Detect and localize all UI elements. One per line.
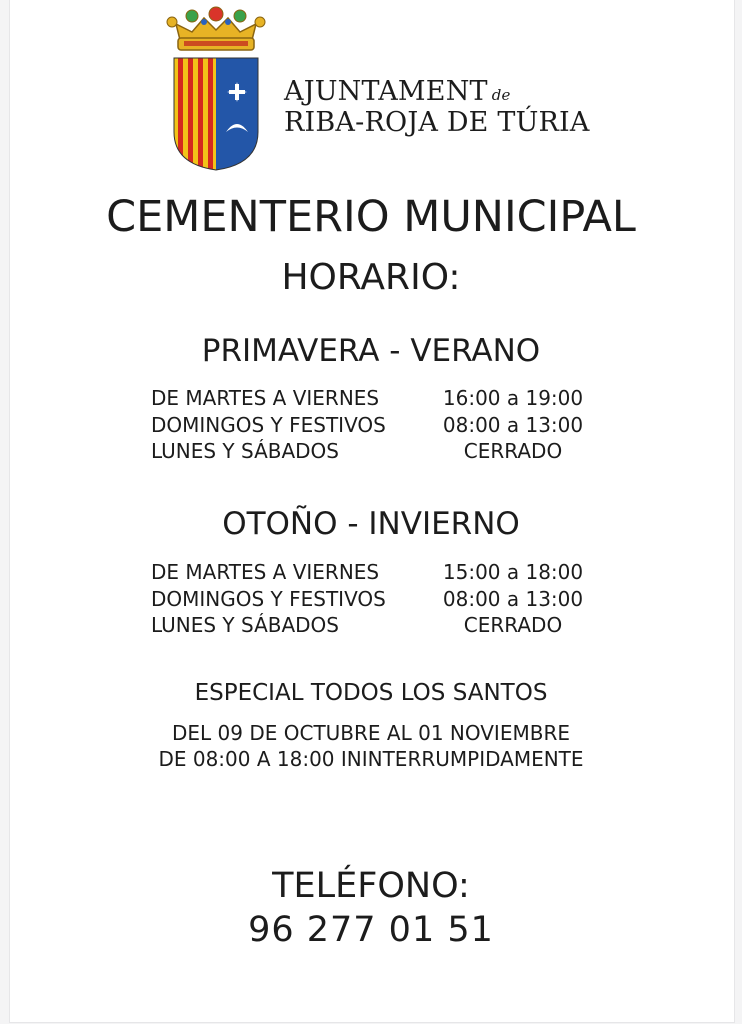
schedule-autumn-winter xyxy=(151,560,611,640)
schedule-hours: 08:00 a 13:00 xyxy=(442,412,584,437)
page-title: CEMENTERIO MUNICIPAL xyxy=(106,192,636,242)
organization-name xyxy=(284,76,511,107)
special-schedule-dates: DEL 09 DE OCTUBRE AL 01 NOVIEMBRE xyxy=(172,721,570,745)
phone-number: 96 277 01 51 xyxy=(248,910,494,950)
organization-name-de: de xyxy=(491,86,511,104)
schedule-hours: CERRADO xyxy=(463,439,563,463)
coat-of-arms-logo xyxy=(164,4,268,172)
schedule-hours: CERRADO xyxy=(463,613,563,637)
schedule-days: DOMINGOS Y FESTIVOS xyxy=(151,586,386,611)
schedule-days: LUNES Y SÁBADOS xyxy=(151,439,339,463)
crown-icon xyxy=(167,7,265,50)
schedule-spring-summer xyxy=(151,386,611,466)
organization-name-line2: RIBA-ROJA DE TÚRIA xyxy=(284,107,590,138)
schedule-days: LUNES Y SÁBADOS xyxy=(151,613,339,637)
page-subtitle: HORARIO: xyxy=(281,257,461,298)
schedule-row xyxy=(151,587,611,614)
schedule-row xyxy=(151,439,611,466)
schedule-days: DOMINGOS Y FESTIVOS xyxy=(151,412,386,437)
schedule-row xyxy=(151,560,611,587)
special-schedule-hours: DE 08:00 A 18:00 ININTERRUMPIDAMENTE xyxy=(158,747,584,771)
special-schedule-title: ESPECIAL TODOS LOS SANTOS xyxy=(194,680,548,706)
season-heading-autumn-winter: OTOÑO - INVIERNO xyxy=(222,506,520,542)
schedule-row xyxy=(151,386,611,413)
schedule-days: DE MARTES A VIERNES xyxy=(151,386,380,410)
organization-name-line1: AJUNTAMENT xyxy=(284,76,488,107)
season-heading-spring-summer: PRIMAVERA - VERANO xyxy=(201,333,541,369)
phone-label: TELÉFONO: xyxy=(272,866,470,906)
schedule-row xyxy=(151,413,611,440)
schedule-row xyxy=(151,613,611,640)
schedule-hours: 16:00 a 19:00 xyxy=(442,386,584,410)
shield-icon xyxy=(174,58,258,172)
schedule-hours: 08:00 a 13:00 xyxy=(442,586,584,611)
schedule-hours: 15:00 a 18:00 xyxy=(442,560,584,584)
schedule-days: DE MARTES A VIERNES xyxy=(151,560,380,584)
